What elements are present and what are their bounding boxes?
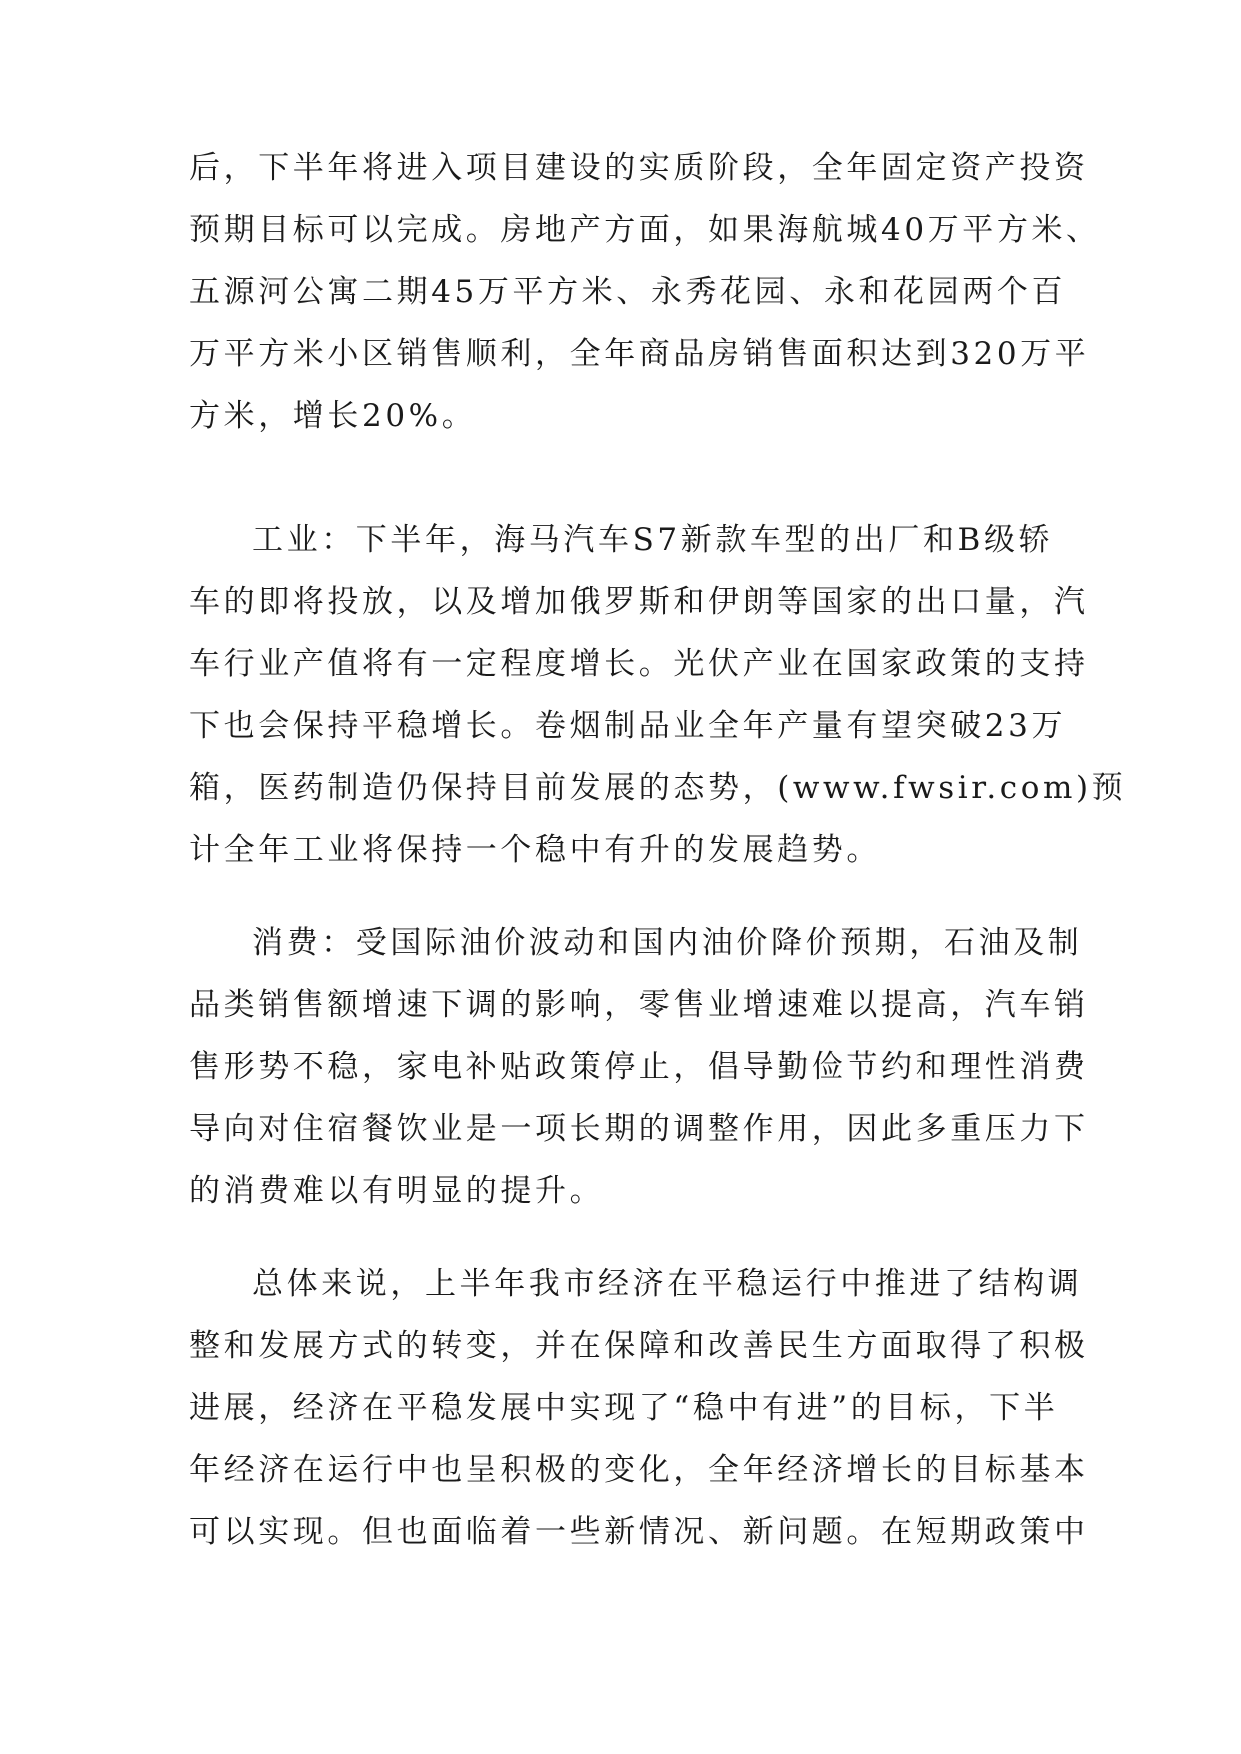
paragraph-3-line-5: 的消费难以有明显的提升。 bbox=[189, 1173, 605, 1209]
paragraph-2-line-3: 车行业产值将有一定程度增长。光伏产业在国家政策的支持 bbox=[189, 646, 1089, 682]
paragraph-2-line-5: 箱，医药制造仍保持目前发展的态势，(www.fwsir.com)预 bbox=[189, 770, 1127, 806]
paragraph-1-line-2: 预期目标可以完成。房地产方面，如果海航城40万平方米、 bbox=[189, 212, 1101, 248]
paragraph-2-line-6: 计全年工业将保持一个稳中有升的发展趋势。 bbox=[189, 832, 881, 868]
paragraph-1-line-4: 万平方米小区销售顺利，全年商品房销售面积达到320万平 bbox=[189, 336, 1090, 372]
paragraph-2-line-2: 车的即将投放，以及增加俄罗斯和伊朗等国家的出口量，汽 bbox=[189, 584, 1089, 620]
paragraph-3-line-4: 导向对住宿餐饮业是一项长期的调整作用，因此多重压力下 bbox=[189, 1111, 1089, 1147]
paragraph-1-line-5: 方米，增长20%。 bbox=[189, 398, 477, 434]
paragraph-4-line-5: 可以实现。但也面临着一些新情况、新问题。在短期政策中 bbox=[189, 1514, 1089, 1550]
paragraph-4-line-2: 整和发展方式的转变，并在保障和改善民生方面取得了积极 bbox=[189, 1328, 1089, 1364]
paragraph-1-line-3: 五源河公寓二期45万平方米、永秀花园、永和花园两个百 bbox=[189, 274, 1067, 310]
paragraph-1-line-1: 后，下半年将进入项目建设的实质阶段，全年固定资产投资 bbox=[189, 150, 1089, 186]
paragraph-3-line-2: 品类销售额增速下调的影响，零售业增速难以提高，汽车销 bbox=[189, 987, 1089, 1023]
paragraph-3-line-3: 售形势不稳，家电补贴政策停止，倡导勤俭节约和理性消费 bbox=[189, 1049, 1089, 1085]
paragraph-2-line-4: 下也会保持平稳增长。卷烟制品业全年产量有望突破23万 bbox=[189, 708, 1067, 744]
paragraph-4-line-1: 总体来说，上半年我市经济在平稳运行中推进了结构调 bbox=[252, 1266, 1083, 1302]
paragraph-3-line-1: 消费：受国际油价波动和国内油价降价预期，石油及制 bbox=[252, 925, 1083, 961]
paragraph-4-line-3: 进展，经济在平稳发展中实现了“稳中有进”的目标，下半 bbox=[189, 1390, 1059, 1426]
paragraph-2-line-1: 工业：下半年，海马汽车S7新款车型的出厂和B级轿 bbox=[252, 522, 1054, 558]
paragraph-4-line-4: 年经济在运行中也呈积极的变化，全年经济增长的目标基本 bbox=[189, 1452, 1089, 1488]
